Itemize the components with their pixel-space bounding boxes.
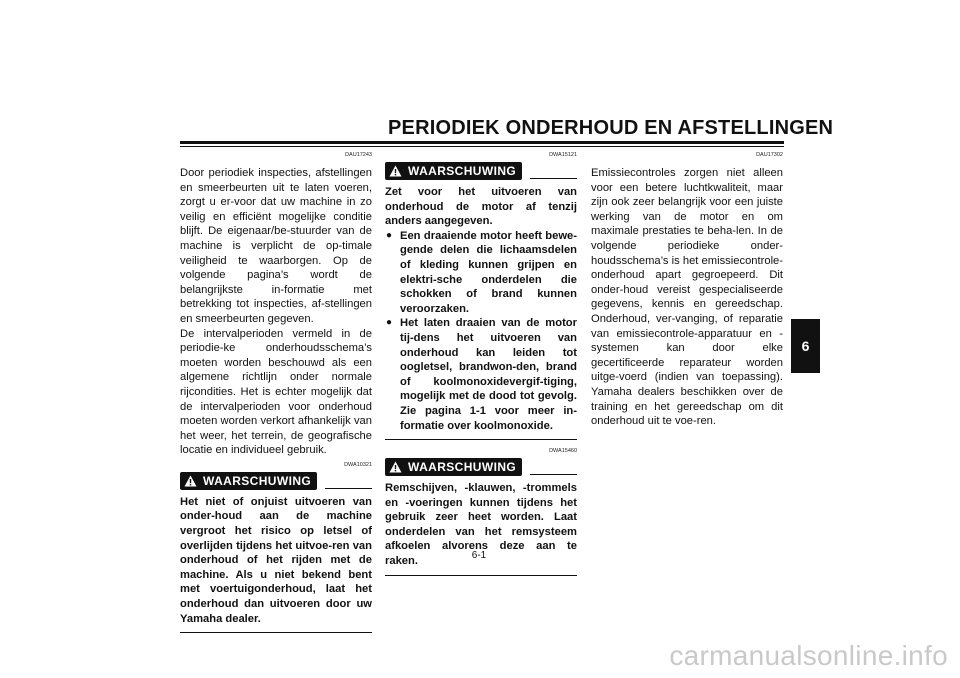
warning-triangle-icon xyxy=(184,475,197,487)
warning-badge xyxy=(180,472,317,490)
warning-text: Het niet of onjuist uitvoeren van onder-houd aan de machine vergroot het risico op letsel of overlijden tijdens het uitvoe-ren van onderhoud of het rijden met de machine. Als u niet bekend bent met voertuigonderhoud, laat het onderhoud dan uitvoeren door uw Yamaha dealer. xyxy=(180,495,372,625)
warning-label: WAARSCHUWING xyxy=(408,459,517,474)
page-title: PERIODIEK ONDERHOUD EN AFSTELLINGEN xyxy=(388,117,834,139)
column-3 xyxy=(591,152,783,429)
warning-triangle-icon xyxy=(389,165,402,177)
warning-label: WAARSCHUWING xyxy=(203,473,312,488)
warning-code: DWA15121 xyxy=(549,152,577,158)
warning-badge xyxy=(385,458,522,476)
warning-intro: Zet voor het uitvoeren van onderhoud de motor af tenzij anders aangegeven. xyxy=(385,186,577,228)
column-1 xyxy=(180,152,372,633)
warning-box xyxy=(180,471,372,633)
warning-header-rule xyxy=(530,178,577,179)
warning-code: DWA10321 xyxy=(344,461,372,468)
warning-bullet-list xyxy=(385,229,577,433)
warning-badge xyxy=(385,162,522,180)
chapter-tab: 6 xyxy=(791,319,820,373)
list-item: ● Een draaiende motor heeft bewe-gende delen die lichaamsdelen of kleding kunnen grijpen en elektri-sche onderdelen die schokken of brand kunnen veroorzaken. xyxy=(385,229,577,317)
title-rule-thin xyxy=(180,146,784,147)
warning-end-rule xyxy=(385,439,577,440)
warning-end-rule xyxy=(180,632,372,633)
column-2 xyxy=(385,152,577,576)
warning-code: DWA15460 xyxy=(549,448,577,455)
warning-end-rule xyxy=(385,575,577,576)
warning-header xyxy=(385,161,577,181)
interval-paragraph: De intervalperioden vermeld in de periodie-ke onderhoudsschema’s moeten worden beschouwd als een algemene richtlijn onder normale rijcondities. Het is echter mogelijk dat de intervalperioden voor onderhoud moeten worden verkort afhankelijk van het weer, het terrein, de geografische locatie en individueel gebruik. xyxy=(180,327,372,457)
page-number: 6-1 xyxy=(471,550,487,561)
warning-triangle-icon xyxy=(389,461,402,473)
emission-paragraph: Emissiecontroles zorgen niet alleen voor een betere luchtkwaliteit, maar zijn ook zeer belangrijk voor een juiste werking van de motor en om maximale prestaties te beha-len. In de volgende periodieke onder-houdsschema’s is het emissiecontrole-onderhoud apart gegroepeerd. Dit onder-houd vereist gespecialiseerde gegevens, kennis en gereedschap. Onderhoud, ver-vanging, of reparatie van emissiecontrole-apparatuur en -systemen kan door elke gecertificeerde reparateur worden uitge-voerd (indien van toepassing). Yamaha dealers beschikken over de training en het gereedschap om dit onderhoud uit te voe-ren. xyxy=(591,167,783,428)
warning-text: Remschijven, -klauwen, -trommels en -voeringen kunnen tijdens het gebruik zeer heet worden. Laat onderdelen van het remsysteem afkoelen alvorens deze aan te raken. xyxy=(385,482,577,568)
list-item: ● Het laten draaien van de motor tij-dens het uitvoeren van onderhoud kan leiden tot oogletsel, brandwon-den, brand of koolmonoxidevergif-tiging, mogelijk met de dood tot gevolg. Zie pagina 1-1 voor meer in-formatie over koolmonoxide. xyxy=(385,316,577,433)
warning-header-rule xyxy=(325,488,372,489)
warning-header-rule xyxy=(530,474,577,475)
title-rule xyxy=(180,141,784,144)
warning-header xyxy=(385,457,577,477)
warning-box-engine xyxy=(385,161,577,440)
section-code: DAU17302 xyxy=(756,152,783,158)
intro-paragraph: Door periodiek inspecties, afstellingen en smeerbeurten uit te laten voeren, zorgt u er-voor dat uw machine in zo veilig en efficiënt mogelijke conditie blijft. De eigenaar/be-stuurder van de machine is verplicht de op-timale veiligheid te waarborgen. Op de volgende pagina’s wordt de belangrijkste in-formatie met betrekking tot inspecties, af-stellingen en smeerbeurten gegeven. xyxy=(180,167,372,325)
warning-header xyxy=(180,471,372,491)
warning-label: WAARSCHUWING xyxy=(408,163,517,178)
watermark: carmanualsonline.info xyxy=(669,640,948,671)
section-code: DAU17243 xyxy=(345,152,372,158)
